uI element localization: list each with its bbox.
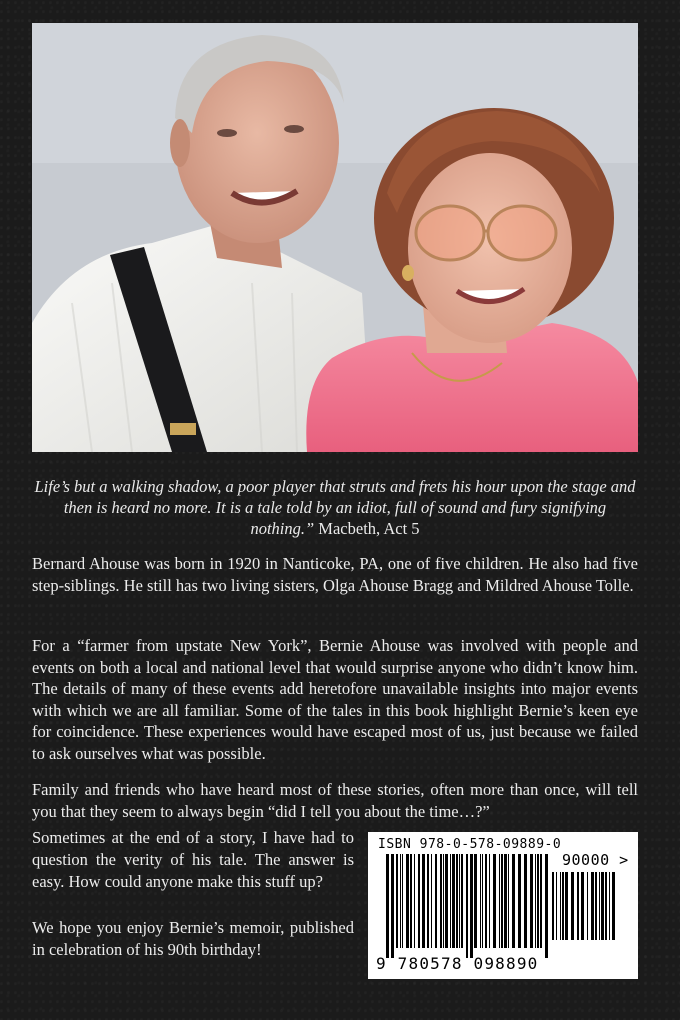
barcode-bar bbox=[418, 854, 420, 948]
barcode-bar bbox=[470, 854, 473, 958]
barcode-bar bbox=[456, 854, 458, 948]
bio-paragraph-5: We hope you enjoy Bernie’s memoir, published in celebration of his 90th birthday! bbox=[32, 918, 354, 959]
barcode-bar bbox=[587, 872, 588, 940]
barcode-bar bbox=[443, 854, 444, 948]
barcode-bar bbox=[489, 854, 490, 948]
barcode-bar bbox=[452, 854, 455, 948]
barcode-bar bbox=[524, 854, 527, 948]
barcode-bar bbox=[556, 872, 557, 940]
barcode-bar bbox=[601, 872, 604, 940]
ean-digits: 9 780578 098890 bbox=[376, 954, 539, 973]
barcode-bar bbox=[445, 854, 448, 948]
barcode-bar bbox=[571, 872, 574, 940]
barcode-bar bbox=[499, 854, 500, 948]
barcode-bar bbox=[414, 854, 415, 948]
addon-barcode-bars bbox=[552, 872, 616, 950]
couple-photo-illustration bbox=[32, 23, 638, 452]
barcode-bar bbox=[504, 854, 507, 948]
barcode-bar bbox=[577, 872, 579, 940]
quote-attribution: Macbeth, Act 5 bbox=[314, 519, 420, 538]
barcode-bar bbox=[537, 854, 539, 948]
barcode-bar bbox=[612, 872, 615, 940]
barcode-bar bbox=[402, 854, 403, 948]
bio-paragraph-2: For a “farmer from upstate New York”, Bernie Ahouse was involved with people and events on both a local and national level that would surprise anyone who didn’t know him. The details of many of these events add heretofore unavailable insights into major events with which we are all familiar. Some of the tales in this book highlight Bernie’s keen eye for coincidence. These experiences would have escaped most of us, just because we failed to ask ourselves what was possible. bbox=[32, 636, 638, 763]
barcode-bar bbox=[485, 854, 487, 948]
barcode-bar bbox=[427, 854, 429, 948]
barcode-bar bbox=[461, 854, 463, 948]
barcode-bar bbox=[450, 854, 451, 948]
barcode-bar bbox=[605, 872, 607, 940]
cover-photo bbox=[32, 23, 638, 452]
barcode-bar bbox=[540, 854, 542, 948]
barcode-bar bbox=[480, 854, 481, 948]
barcode-bar bbox=[410, 854, 412, 948]
isbn-barcode bbox=[368, 832, 638, 979]
barcode-bar bbox=[562, 872, 564, 940]
ean-barcode-bars bbox=[386, 854, 548, 958]
macbeth-quote bbox=[32, 476, 638, 539]
barcode-bar bbox=[466, 854, 468, 958]
barcode-bar bbox=[581, 872, 584, 940]
bio-paragraph-3: Family and friends who have heard most of these stories, often more than once, will tell you that they seem to always begin “did I tell you about the time…?” bbox=[32, 780, 638, 821]
barcode-bar bbox=[508, 854, 509, 948]
barcode-bar bbox=[530, 854, 533, 948]
barcode-bar bbox=[595, 872, 597, 940]
barcode-bar bbox=[396, 854, 398, 948]
barcode-bar bbox=[406, 854, 409, 948]
barcode-bar bbox=[400, 854, 401, 948]
barcode-bar bbox=[459, 854, 460, 948]
quote-text: Life’s but a walking shadow, a poor player that struts and frets his hour upon the stage and then is heard no more. It is a tale told by an idiot, full of sound and fury signifying nothing.” bbox=[34, 477, 636, 538]
barcode-bar bbox=[435, 854, 437, 948]
barcode-bar bbox=[391, 854, 394, 958]
isbn-label: ISBN 978-0-578-09889-0 bbox=[378, 837, 562, 852]
barcode-bar bbox=[609, 872, 610, 940]
barcode-bar bbox=[599, 872, 600, 940]
price-code: 90000 > bbox=[562, 851, 629, 869]
bio-paragraph-4: Sometimes at the end of a story, I have had to question the verity of his tale. The answer is easy. How could anyone make this stuff up? bbox=[32, 828, 354, 891]
barcode-bar bbox=[440, 854, 442, 948]
bio-paragraph-1: Bernard Ahouse was born in 1920 in Nanticoke, PA, one of five children. He also had five step-siblings. He still has two living sisters, Olga Ahouse Bragg and Mildred Ahouse Tolle. bbox=[32, 554, 638, 595]
barcode-bar bbox=[560, 872, 561, 940]
barcode-bar bbox=[591, 872, 594, 940]
barcode-bar bbox=[512, 854, 515, 948]
barcode-bar bbox=[535, 854, 536, 948]
barcode-bar bbox=[518, 854, 521, 948]
barcode-bar bbox=[545, 854, 548, 958]
barcode-bar bbox=[422, 854, 425, 948]
barcode-bar bbox=[431, 854, 432, 948]
barcode-bar bbox=[386, 854, 389, 958]
barcode-bar bbox=[565, 872, 568, 940]
barcode-bar bbox=[493, 854, 496, 948]
barcode-bar bbox=[482, 854, 483, 948]
barcode-bar bbox=[501, 854, 503, 948]
barcode-bar bbox=[474, 854, 477, 948]
barcode-bar bbox=[552, 872, 554, 940]
